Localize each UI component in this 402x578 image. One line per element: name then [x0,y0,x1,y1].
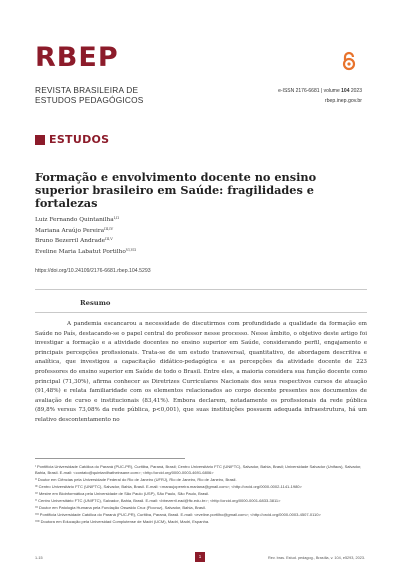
doi-link[interactable]: https://doi.org/10.24109/2176-6681.rbep.104.5293 [35,268,151,274]
journal-site: rbep.inep.gov.br [324,98,362,104]
footnote: $^{II}$ Doutor em Ciências pela Universidade Federal do Rio de Janeiro (UFRJ), Rio de Janeiro, Rio de Janeiro, Brasil. [35,476,237,482]
divider [35,312,367,313]
issn: e-ISSN 2176-6681 [278,88,320,94]
article-title: Formação e envolvimento docente no ensino superior brasileiro em Saúde: fragilidades e fortalezas [35,170,317,210]
section-marker [35,135,45,145]
abstract-heading: Resumo [80,299,111,307]
footnote: $^{VIII}$ Doutora em Educação pela Universidad Complutense de Madri (UCM), Madri, Madri, Espanha. [35,518,210,524]
author: Eveline Maria Labatut Portilho$^{VI,VII}$ [35,247,136,255]
author-list [35,214,136,256]
footnote: $^V$ Centro Universitário FTC (UNIFTC), Salvador, Bahia, Brasil. E-mail: <bbezerril.ead@ftc.edu.br>; <http://orcid.org/0000-0001-6833-3811> [35,497,281,503]
page-range: 1-15 [35,556,43,560]
divider [35,289,367,290]
author: Mariana Araújo Pereira$^{III,IV}$ [35,226,114,234]
footnotes [35,464,365,526]
author: Luiz Fernando Quintanilha$^{I,II}$ [35,216,119,223]
issn-line: e-ISSN 2176-6681 | volume 104 2023 [278,88,362,94]
volume-number: 104 [341,88,350,94]
section-label: ESTUDOS [49,133,110,146]
author: Bruno Bezerril Andrade$^{III,V}$ [35,237,113,244]
year: 2023 [350,88,362,94]
open-access-icon [341,51,357,71]
page-number: 1 [195,552,205,562]
citation-footer: Rev. bras. Estud. pedagog., Brasília, v. 104, e5293, 2023. [268,556,365,560]
footnote: $^{IV}$ Mestre em Bioinformática pela Universidade de São Paulo (USP), São Paulo, São Paulo, Brasil. [35,490,210,496]
footnote-divider [35,458,185,459]
abstract-text: A pandemia escancarou a necessidade de discutirmos com profundidade a qualidade da formação em Saúde no País, destacando-se o papel central do professor nesse processo. Nesse âmbito, o objetivo deste artigo foi investigar a formação e a atividade docentes no ensino superior em Saúde, considerando perfil, engajamento e principais percepções profissionais. Trata-se de um estudo transversal, quantitativo, de abordagem descritiva e analítica, que investigou a capacitação didático-pedagógica e as percepções da atividade docente de 223 professores do ensino superior em Saúde de todo o Brasil. Entre eles, a maioria considera sua função docente como principal (71,30%), afirma conhecer as Diretrizes Curriculares Nacionais dos seus respectivos cursos de atuação (91,48%) e relata familiaridade com os elementos relacionados ao corpo docente presentes nos documentos de avaliação de curso e institucionais (83,41%). Embora declarem, notadamente os profissionais da rede pública (89,8% versus 73,08% da rede pública, p<0,001), que suas instituições possuem adequada infraestrutura, há um relativo descontentamento no [35,321,367,423]
footnote: $^{VII}$ Pontifícia Universidade Católica do Paraná (PUC-PR), Curitiba, Paraná, Brasil. E-mail: <eveline.portilho@gmail.com>; <http://orcid.org/0000-0003-4507-0110> [35,511,321,517]
footnote: $^{VI}$ Doutor em Patologia Humana pela Fundação Oswaldo Cruz (Fiocruz), Salvador, Bahia, Brasil. [35,504,206,510]
volume-label: volume [323,88,340,94]
footnote: $^I$ Pontifícia Universidade Católica do Paraná (PUC-PR), Curitiba, Paraná, Brasil; Centro Universitário FTC (UNIFTC), Salvador, Bahia, Brasil; Universidade Salvador (Unifacs), Salvador, Bahia, Brasil. E-mail: <contato@quintanilhatheinsane.com>; <http://orcid.org/0000-0003-4691-6806> [35,464,362,475]
journal-name: REVISTA BRASILEIRA DE ESTUDOS PEDAGÓGICOS [35,85,144,105]
journal-logo: RBEP [35,42,119,73]
footnote: $^{III}$ Centro Universitário FTC (UNIFTC), Salvador, Bahia, Brasil. E-mail: <maraujopereira.mariana@gmail.com>; <http://orcid.org/0000-0002-1141-1980> [35,483,302,489]
